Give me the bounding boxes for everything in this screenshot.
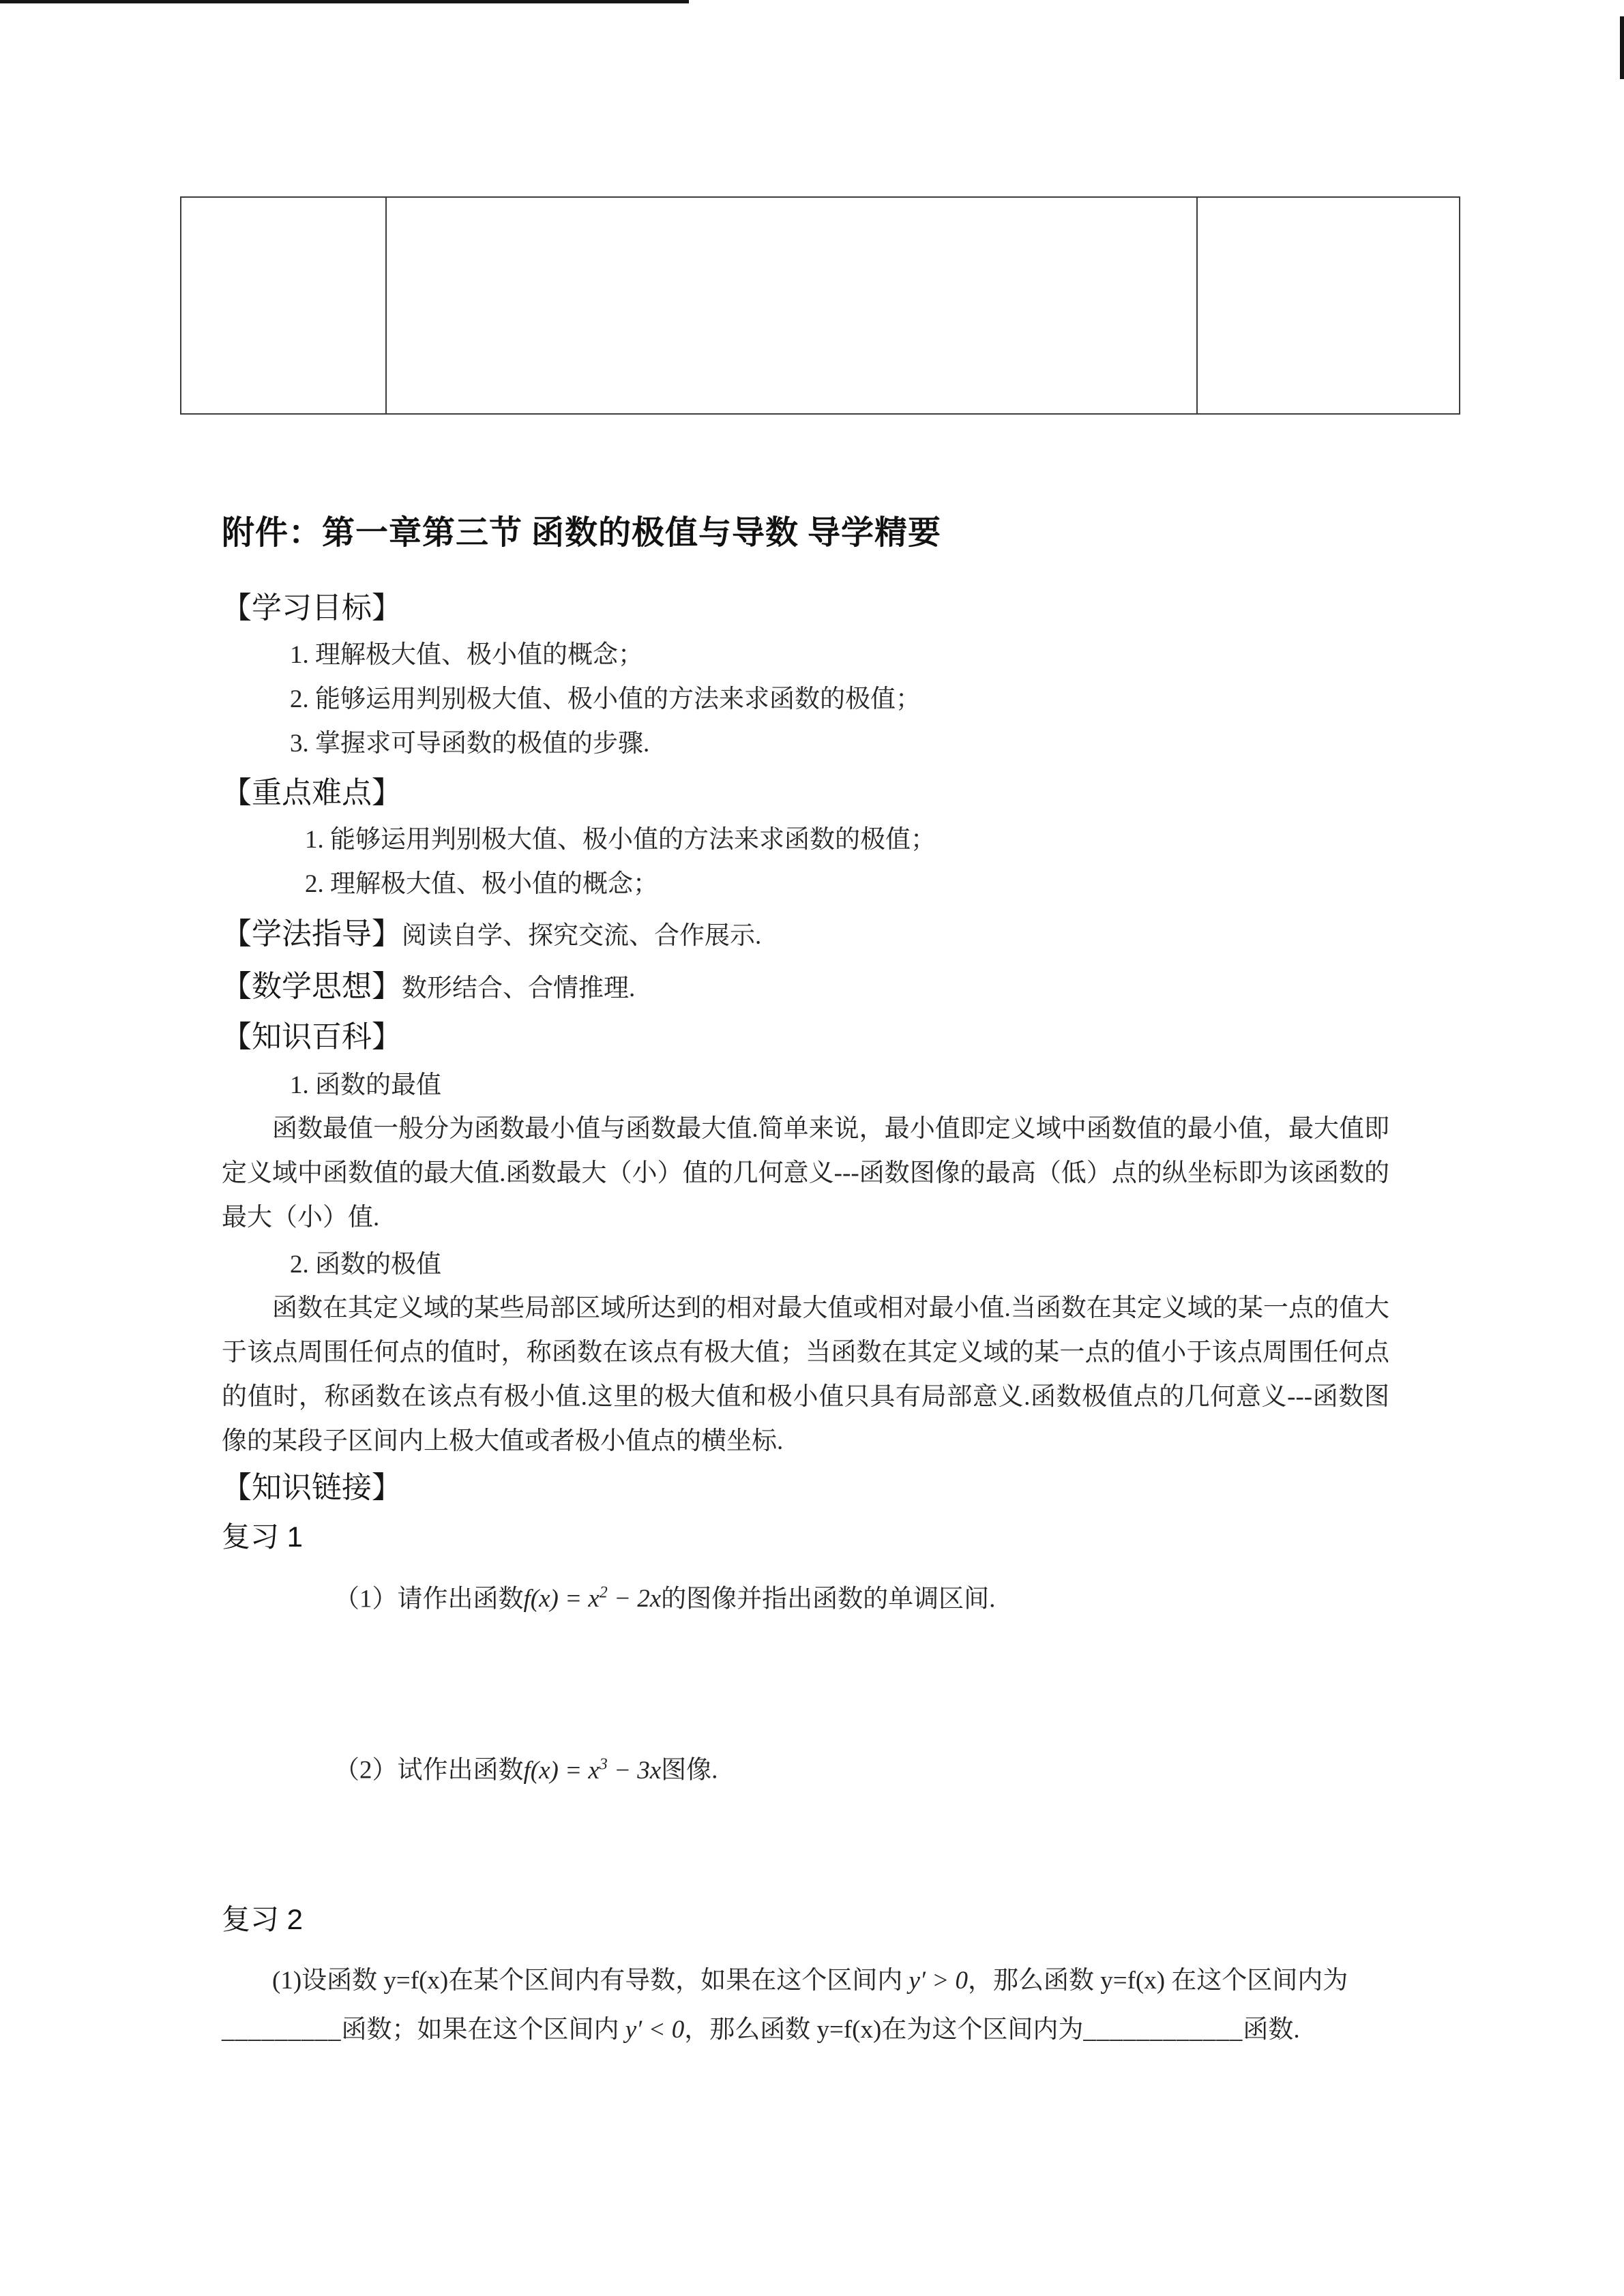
review-1-item-1-suffix: 的图像并指出函数的单调区间. — [661, 1585, 996, 1613]
scan-artifact-top — [0, 0, 689, 3]
fill-in-blank: ____________ — [1083, 2015, 1243, 2044]
fill-in-blank: _________ — [222, 2015, 342, 2044]
table-cell — [181, 198, 385, 413]
page-title: 附件：第一章第三节 函数的极值与导数 导学精要 — [222, 515, 942, 551]
math-thought-text: 数形结合、合情推理. — [402, 974, 636, 1002]
list-item: 2. 理解极大值、极小值的概念； — [305, 870, 658, 898]
review-2-heading: 复习 2 — [222, 1903, 304, 1935]
table — [180, 196, 1460, 415]
review-1-item-1 — [222, 1571, 1389, 1621]
paragraph-max-value: 函数最值一般分为函数最小值与函数最大值.简单来说，最小值即定义域中函数值的最小值，最大值即定义域中函数值的最大值.函数最大（小）值的几何意义---函数图像的最高（低）点的纵坐标即为该函数的最大（小）值. — [222, 1115, 1389, 1232]
review-1-item-2 — [222, 1742, 1389, 1792]
section-heading-math-thought: 【数学思想】 — [222, 970, 402, 1003]
table-cell — [1198, 198, 1459, 413]
math-expression: $f(x) = x^3 - 3x$ — [523, 1755, 662, 1785]
learning-goals-list — [222, 633, 1389, 766]
section-heading-knowledge-links: 【知识链接】 — [222, 1471, 402, 1504]
section-heading-learning-goals: 【学习目标】 — [222, 591, 402, 625]
list-item: 3. 掌握求可导函数的极值的步骤. — [290, 730, 650, 758]
document-content — [222, 513, 1389, 2055]
review-1-heading: 复习 1 — [222, 1521, 304, 1553]
study-guidance-text: 阅读自学、探究交流、合作展示. — [402, 922, 762, 950]
review-1-item-1-text: （1）请作出函数 — [334, 1585, 524, 1613]
subsection-title-extreme-value: 2. 函数的极值 — [290, 1251, 441, 1279]
review-1-item-2-suffix: 图像. — [661, 1756, 718, 1785]
math-expression: y′ > 0 — [909, 1966, 968, 1995]
math-expression: $f(x) = x^2 - 2x$ — [523, 1584, 662, 1613]
review-1-item-2-text: （2）试作出函数 — [334, 1756, 524, 1785]
section-math-thought — [222, 964, 1389, 1011]
key-difficulties-list — [222, 818, 1389, 906]
section-study-guidance — [222, 912, 1389, 959]
scan-artifact-right — [1620, 16, 1624, 79]
paragraph-extreme-value: 函数在其定义域的某些局部区域所达到的相对最大值或相对最小值.当函数在其定义域的某一点的值大于该点周围任何点的值时，称函数在该点有极大值；当函数在其定义域的某一点的值小于该点周围任何点的值时，称函数在该点有极小值.这里的极大值和极小值只具有局部意义.函数极值点的几何意义---函数图像的某段子区间内上极大值或者极小值点的横坐标. — [222, 1294, 1389, 1455]
section-heading-key-difficulties: 【重点难点】 — [222, 776, 402, 809]
review-2-text: (1)设函数 y=f(x)在某个区间内有导数，如果在这个区间内 — [272, 1966, 909, 1995]
list-item: 1. 理解极大值、极小值的概念； — [290, 641, 643, 669]
list-item: 1. 能够运用判别极大值、极小值的方法来求函数的极值； — [305, 826, 936, 854]
section-heading-study-guidance: 【学法指导】 — [222, 917, 402, 951]
review-2-paragraph: (1)设函数 y=f(x)在某个区间内有导数，如果在这个区间内 y′ > 0，那么函数 y=f(x) 在这个区间内为_________函数；如果在这个区间内 y′ < 0，那么函数 y=f(x)在为这个区间内为____________函数. — [222, 1966, 1348, 2044]
table-cell — [385, 198, 1198, 413]
math-expression: y′ < 0 — [625, 2015, 685, 2044]
list-item: 2. 能够运用判别极大值、极小值的方法来求函数的极值； — [290, 685, 921, 713]
subsection-title-max-value: 1. 函数的最值 — [290, 1071, 441, 1099]
section-heading-knowledge-wiki: 【知识百科】 — [222, 1020, 402, 1054]
